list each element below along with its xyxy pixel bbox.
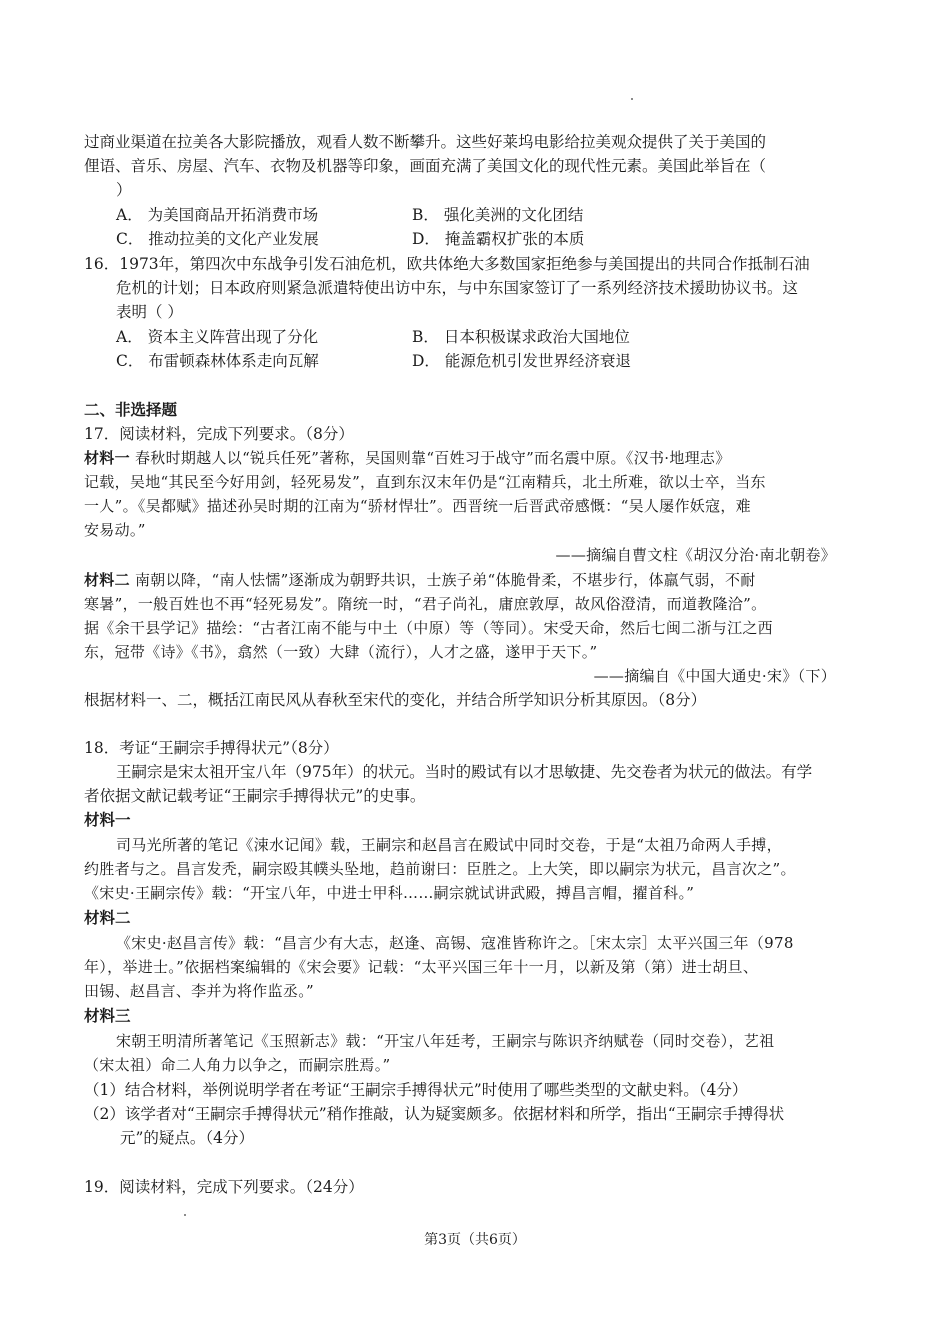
q15-option-c: C． 推动拉美的文化产业发展 [116, 230, 319, 248]
page-number: 第3页（共6页） [424, 1232, 526, 1248]
q18-material-1-label: 材料一 [84, 810, 131, 829]
q18-subquestion-1: （1）结合材料，举例说明学者在考证“王嗣宗手搏得状元”时使用了哪些类型的文献史料。（4分） [84, 1081, 748, 1099]
q18-material-2-line-2: 年），举进士。”依据档案编辑的《宋会要》记载：“太平兴国三年十一月，以新及第（第）进士胡旦、 [84, 958, 759, 976]
q18-subquestion-2-line-1: （2）该学者对“王嗣宗手搏得状元”稍作推敲，认为疑窦颇多。依据材料和所学，指出“王嗣宗手搏得状 [84, 1105, 785, 1123]
q18-material-1-line-3: 《宋史·王嗣宗传》载：“开宝八年，中进士甲科……嗣宗就试讲武殿，搏昌言帽，擢首科。” [84, 884, 695, 902]
q17-question: 根据材料一、二，概括江南民风从春秋至宋代的变化，并结合所学知识分析其原因。（8分） [84, 691, 707, 709]
q17-material-1-text: 春秋时期越人以“锐兵任死”著称，吴国则靠“百姓习于战守”而名震中原。《汉书·地理志》 [129, 449, 731, 467]
q16-option-b: B． 日本积极谋求政治大国地位 [412, 328, 630, 346]
q15-text-line-1: 过商业渠道在拉美各大影院播放，观看人数不断攀升。这些好莱坞电影给拉美观众提供了关于美国的 [84, 133, 767, 151]
q16-option-d: D． 能源危机引发世界经济衰退 [412, 352, 631, 370]
q18-material-2-line-1: 《宋史·赵昌言传》载：“昌言少有大志，赵逢、高锡、寇准皆称许之。［宋太宗］太平兴国三年（978 [116, 934, 794, 952]
q17-material-2-source: ——摘编自《中国大通史·宋》（下） [593, 667, 836, 685]
q18-title: 18．考证“王嗣宗手搏得状元”（8分） [84, 739, 339, 757]
q17-title: 17．阅读材料，完成下列要求。（8分） [84, 425, 354, 443]
q18-subquestion-2-line-2: 元”的疑点。（4分） [120, 1129, 255, 1147]
q17-material-2-text: 南朝以降，“南人怯懦”逐渐成为朝野共识，士族子弟“体脆骨柔，不堪步行，体羸气弱，不耐 [129, 571, 756, 589]
section-title: 二、非选择题 [84, 400, 178, 419]
q17-material-1-line-4: 安易动。” [84, 521, 146, 539]
q18-material-1-line-1: 司马光所著的笔记《涑水记闻》载，王嗣宗和赵昌言在殿试中同时交卷，于是“太祖乃命两人手搏， [116, 836, 782, 854]
q18-intro-line-1: 王嗣宗是宋太祖开宝八年（975年）的状元。当时的殿试有以才思敏捷、先交卷者为状元的做法。有学 [116, 763, 813, 781]
q15-text-line-3: ） [116, 181, 132, 199]
q18-intro-line-2: 者依据文献记载考证“王嗣宗手搏得状元”的史事。 [84, 787, 426, 805]
q18-material-3-line-2: （宋太祖）命二人角力以争之，而嗣宗胜焉。” [84, 1056, 391, 1074]
q17-material-2-line-1 [84, 568, 864, 592]
q15-text-line-2: 俚语、音乐、房屋、汽车、衣物及机器等印象，画面充满了美国文化的现代性元素。美国此举旨在（ [84, 157, 767, 175]
q15-option-b: B． 强化美洲的文化团结 [412, 206, 584, 224]
q18-material-1-line-2: 约胜者与之。昌言发秃，嗣宗殴其幞头坠地，趋前谢曰：臣胜之。上大笑，即以嗣宗为状元，昌言次之”。 [84, 860, 796, 878]
q18-material-2-line-3: 田锡、赵昌言、李并为将作监丞。” [84, 982, 314, 1000]
q17-material-1-line-2: 记载，吴地“其民至今好用剑，轻死易发”，直到东汉末年仍是“江南精兵，北土所难，欲以士卒，当东 [84, 473, 766, 491]
q16-option-a: A． 资本主义阵营出现了分化 [116, 328, 319, 346]
q17-material-1-line-3: 一人”。《吴都赋》描述孙吴时期的江南为“骄材悍壮”。西晋统一后晋武帝感慨：“吴人屡作妖寇，难 [84, 497, 751, 515]
q16-option-c: C． 布雷顿森林体系走向瓦解 [116, 352, 319, 370]
q17-material-2-line-2: 寒暑”，一般百姓也不再“轻死易发”。隋统一时，“君子尚礼，庸庶敦厚，故风俗澄清，而道教隆洽”。 [84, 595, 767, 613]
q16-text-line-1: 16．1973年，第四次中东战争引发石油危机，欧共体绝大多数国家拒绝参与美国提出的共同合作抵制石油 [84, 255, 810, 273]
q17-material-2-line-3: 据《余干县学记》描绘：“古者江南不能与中土（中原）等（等同）。宋受天命，然后七闽二浙与江之西 [84, 619, 773, 637]
q16-text-line-2: 危机的计划；日本政府则紧急派遣特使出访中东，与中东国家签订了一系列经济技术援助协议书。这 [116, 279, 799, 297]
q17-material-1-label: 材料一 [84, 449, 130, 467]
q15-option-d: D． 掩盖霸权扩张的本质 [412, 230, 585, 248]
q18-material-3-line-1: 宋朝王明清所著笔记《玉照新志》载：“开宝八年廷考，王嗣宗与陈识齐纳赋卷（同时交卷），艺祖 [116, 1032, 775, 1050]
q16-text-line-3: 表明（ ） [116, 303, 183, 321]
q18-material-3-label: 材料三 [84, 1006, 131, 1025]
q17-material-2-label: 材料二 [84, 571, 130, 589]
q17-material-2-line-4: 东，冠带《诗》《书》，翕然（一致）大肆（流行），人才之盛，遂甲于天下。” [84, 643, 598, 661]
q17-material-1-line-1 [84, 446, 864, 470]
scan-speck [184, 1214, 186, 1216]
q15-option-a: A． 为美国商品开拓消费市场 [116, 206, 319, 224]
q19-title: 19．阅读材料，完成下列要求。（24分） [84, 1178, 364, 1196]
scan-speck [631, 98, 633, 100]
q18-material-2-label: 材料二 [84, 908, 131, 927]
q17-material-1-source: ——摘编自曹文柱《胡汉分治·南北朝卷》 [555, 546, 836, 564]
